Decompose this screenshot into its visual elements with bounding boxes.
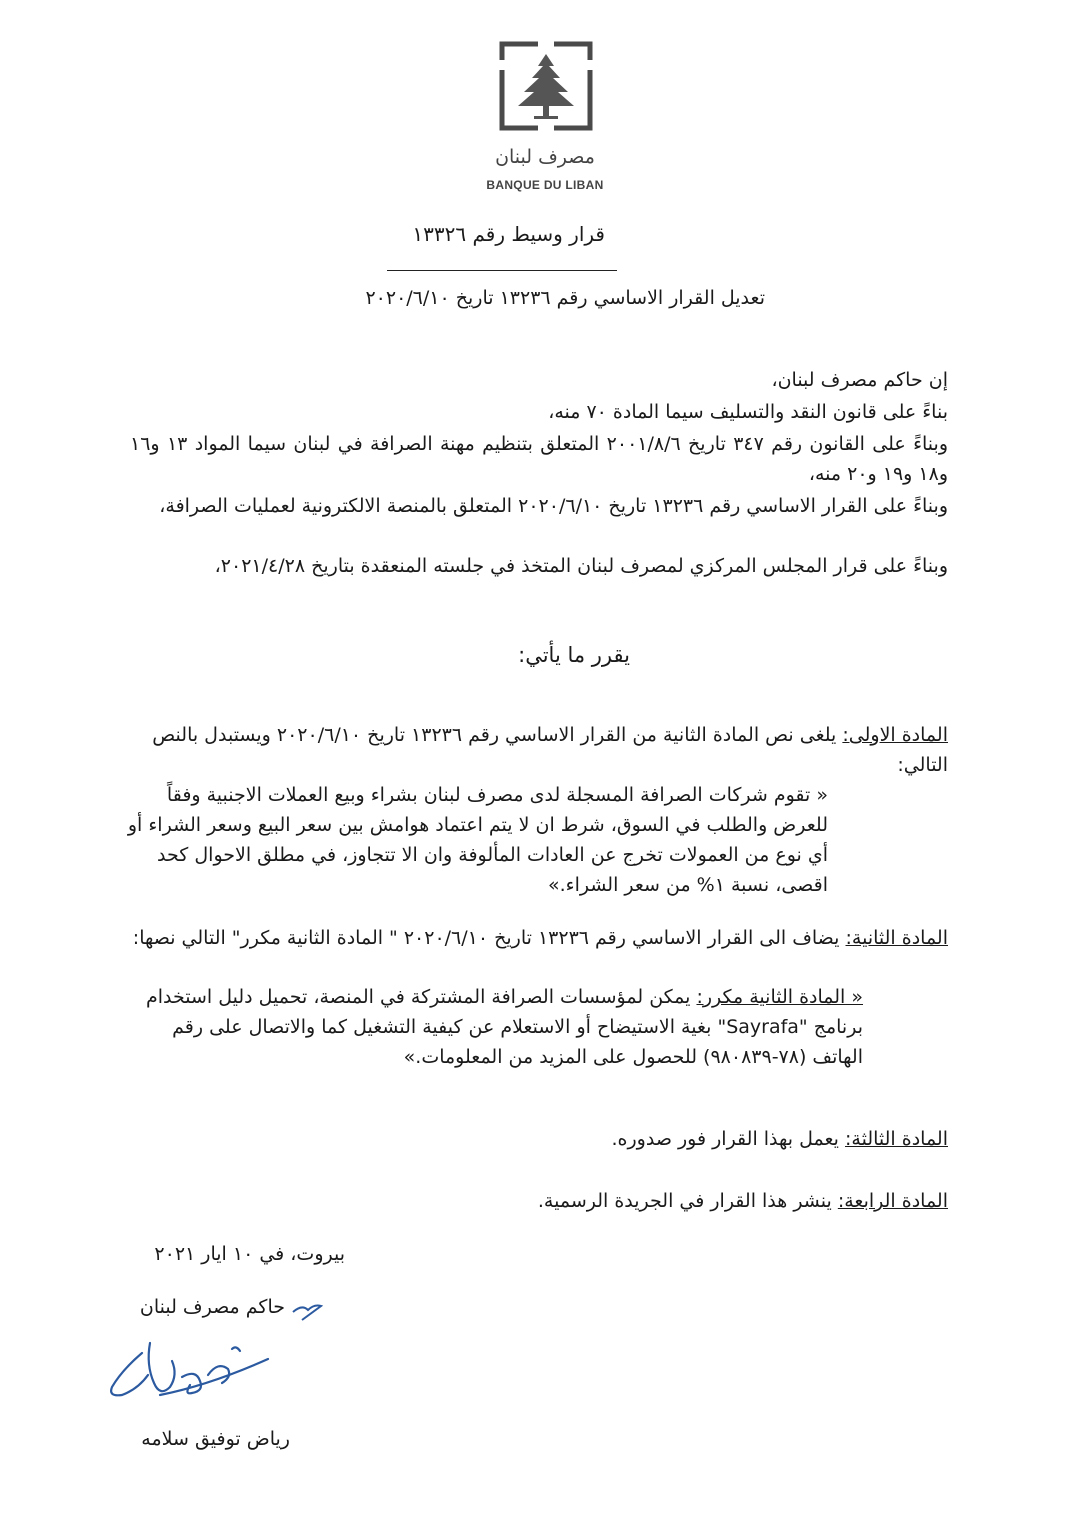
logo-arabic-name: مصرف لبنان <box>495 146 595 168</box>
governor-name: رياض توفيق سلامه <box>141 1428 290 1450</box>
preamble-line-1: إن حاكم مصرف لبنان، <box>771 369 948 391</box>
article-4 <box>120 1186 948 1216</box>
article-3 <box>120 1124 948 1154</box>
article-2-quote <box>125 982 863 1072</box>
preamble-line-3: وبناءً على القانون رقم ٣٤٧ تاريخ ٢٠٠١/٨/٦ المتعلق بتنظيم مهنة الصرافة في لبنان سيما المواد ١٣ و١٦ و١٨ و١٩ و٢٠ منه، <box>130 433 949 485</box>
preamble-line-4: وبناءً على القرار الاساسي رقم ١٣٢٣٦ تاريخ ٢٠٢٠/٦/١٠ المتعلق بالمنصة الالكترونية لعمليات الصرافة، <box>159 495 948 517</box>
article-2-sub-label: « المادة الثانية مكرر: <box>696 986 863 1008</box>
article-4-text: ينشر هذا القرار في الجريدة الرسمية. <box>537 1190 832 1212</box>
article-2-text: يضاف الى القرار الاساسي رقم ١٣٢٣٦ تاريخ ٢٠٢٠/٦/١٠ " المادة الثانية مكرر" التالي نصها: <box>132 927 840 949</box>
decides-heading: يقرر ما يأتي: <box>518 643 630 667</box>
article-4-label: المادة الرابعة: <box>837 1190 948 1212</box>
place-date: بيروت، في ١٠ ايار ٢٠٢١ <box>154 1243 345 1265</box>
article-1-label: المادة الاولى: <box>842 724 948 746</box>
governor-title: حاكم مصرف لبنان <box>139 1296 285 1318</box>
handwritten-signature-icon <box>100 1325 280 1415</box>
article-1-quote: « تقوم شركات الصرافة المسجلة لدى مصرف لبنان بشراء وبيع العملات الاجنبية وفقاً للعرض والطلب في السوق، شرط ان لا يتم اعتماد هوامش بين سعر البيع وسعر الشراء أو أي نوع من العمولات تخرج عن العادات المألوفة وان الا تتجاوز، في مطلق الاحوال كحد اقصى، نسبة ١% من سعر الشراء.» <box>127 784 828 896</box>
article-3-label: المادة الثالثة: <box>845 1128 948 1150</box>
pen-tick-mark-icon <box>290 1300 324 1322</box>
article-1 <box>120 720 948 780</box>
article-3-text: يعمل بهذا القرار فور صدوره. <box>611 1128 839 1150</box>
article-2-quote-text: يمكن لمؤسسات الصرافة المشتركة في المنصة، تحميل دليل استخدام برنامج "Sayrafa" بغية الاستيضاح أو الاستعلام عن كيفية التشغيل كما والاتصال على رقم الهاتف (٧٨-٩٨٠٨٣٩) للحصول على المزيد من المعلومات.» <box>145 986 863 1068</box>
decision-title: قرار وسيط رقم ١٣٣٢٦ <box>412 222 605 246</box>
preamble-line-5: وبناءً على قرار المجلس المركزي لمصرف لبنان المتخذ في جلسته المنعقدة بتاريخ ٢٠٢١/٤/٢٨، <box>214 555 948 577</box>
amendment-title: تعديل القرار الاساسي رقم ١٣٢٣٦ تاريخ ٢٠٢٠/٦/١٠ <box>365 287 765 309</box>
preamble-line-2: بناءً على قانون النقد والتسليف سيما المادة ٧٠ منه، <box>548 401 948 423</box>
title-divider <box>387 270 617 271</box>
article-2 <box>120 923 948 953</box>
logo-english-name: BANQUE DU LIBAN <box>486 178 604 192</box>
cedar-logo-icon <box>498 40 594 132</box>
article-1-text: يلغى نص المادة الثانية من القرار الاساسي رقم ١٣٢٣٦ تاريخ ٢٠٢٠/٦/١٠ ويستبدل بالنص التالي: <box>152 724 948 776</box>
article-2-label: المادة الثانية: <box>845 927 948 949</box>
